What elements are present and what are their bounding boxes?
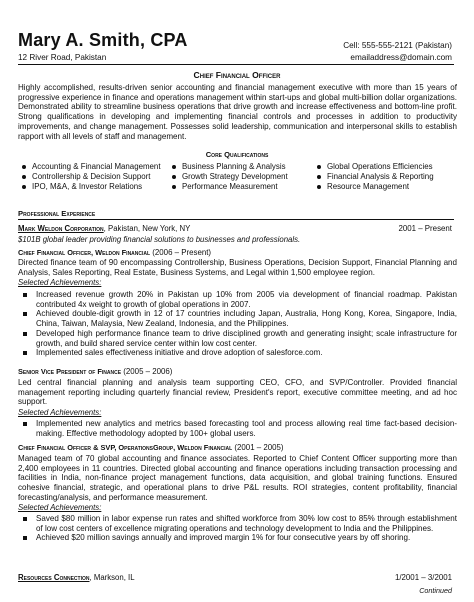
bullet-icon [172,185,176,189]
qualification-item: Global Operations Efficiencies [317,162,434,172]
qualification-item: Controllership & Decision Support [22,172,161,182]
qualification-item: Financial Analysis & Reporting [317,172,434,182]
qualification-item: Growth Strategy Development [172,172,288,182]
experience-section-title: Professional Experience [18,209,96,218]
bullet-icon [317,175,321,179]
bullet-icon [22,165,26,169]
bullet-icon [317,165,321,169]
achievement-list [18,419,457,438]
qualification-item: Performance Measurement [172,182,288,192]
bullet-icon [22,185,26,189]
position-title: Senior Vice President of Finance (2005 – 2006) [18,367,173,376]
phone: Cell: 555-555-2121 (Pakistan) [343,41,452,50]
selected-achievements-label: Selected Achievements: [18,408,102,417]
achievement-item: Implemented new analytics and metrics based forecasting tool and process allowing real time fact-based decision-making. Effective methodology adopted by 100+ global users. [18,419,457,438]
email: emailaddress@domain.com [350,53,452,62]
achievement-list [18,514,457,543]
qualifications-column-2 [172,162,288,192]
achievement-list [18,290,457,358]
qualification-item: IPO, M&A, & Investor Relations [22,182,161,192]
address: 12 River Road, Pakistan [18,53,107,62]
achievement-item: Achieved $20 million savings annually and improved margin 1% for four consecutive years by off shoring. [18,533,457,543]
company-name: Mark Weldon Corporation [18,224,104,233]
selected-achievements-label: Selected Achievements: [18,503,102,512]
employer-line [18,573,135,582]
position-description: Directed finance team of 90 encompassing Controllership, Business Operations, Decision Support, Financial Planning and Analysis, Sales Reporting, Real Estate, Business Systems, and Legal within 1,500 employee region. [18,258,457,277]
selected-achievements-label: Selected Achievements: [18,278,102,287]
company-tagline: $101B global leader providing financial solutions to businesses and professionals. [18,235,301,244]
bullet-icon [22,175,26,179]
qualifications-column-1 [22,162,161,192]
section-divider [18,219,454,220]
company-name: Resources Connection [18,573,90,582]
qualification-item: Accounting & Financial Management [22,162,161,172]
header-divider [18,64,454,65]
company-location: , Markson, IL [89,573,135,582]
target-role-title: Chief Financial Officer [193,70,281,80]
summary-paragraph: Highly accomplished, results-driven senior accounting and financial management executive with more than 15 years of progressive experience in finance and operations management within start-ups and global multi-billion dollar organizations. Demonstrated ability to streamline business operations that drive growth and increase effectiveness and bottom-line profit. Strong qualifications in developing and implementing financial controls and processes in addition to productivity improvements, and change management. Possesses solid leadership, communication and interpersonal skills to establish rapport with all levels of staff and management. [18,83,457,141]
achievement-item: Achieved double-digit growth in 12 of 17 countries including Japan, Australia, Hong Kong, Korea, Singapore, India, China, Taiwan, Malaysia, New Zealand, Indonesia, and the Philippines. [18,309,457,328]
position-title: Chief Financial Officer & SVP, OperationsGroup, Weldon Financial (2001 – 2005) [18,443,284,452]
employer-line [18,224,190,233]
achievement-item: Increased revenue growth 20% in Pakistan up 10% from 2005 via development of financial roadmap. Pakistan contributed 4x weight to growth of global operations in 2007. [18,290,457,309]
position-description: Managed team of 70 global accounting and finance associates. Reported to Chief Content Officer supporting more than 2,400 employees in 11 countries. Directed global accounting and finance operations including transaction processing and facilities in India, non-finance project management functions, data acquisition, and global training functions. Ensured cohesive financial, strategic, and operational plans to drive P&L results. ROI strategies, content profitability, financial forecasting/analysis, and performance measurement. [18,454,457,502]
company-location: , Pakistan, New York, NY [103,224,191,233]
achievement-item: Implemented sales effectiveness initiative and drove adoption of salesforce.com. [18,348,457,358]
qualification-item: Business Planning & Analysis [172,162,288,172]
qualifications-column-3 [317,162,434,192]
bullet-icon [172,165,176,169]
employment-dates: 1/2001 – 3/2001 [394,573,452,582]
employment-dates: 2001 – Present [398,224,452,233]
core-qualifications-title: Core Qualifications [205,150,269,159]
position-description: Led central financial planning and analysis team supporting CEO, CFO, and SVP/Controller. Provided financial management reporting including quarterly financial review, President's report, executive committee meeting, and ad hoc support. [18,378,457,407]
qualification-item: Resource Management [317,182,434,192]
achievement-item: Developed high performance finance team to drive disciplined growth and generating insight; scale infrastructure for growth, and build shared service center within low cost center. [18,329,457,348]
continued-note: Continued [419,586,452,595]
bullet-icon [317,185,321,189]
achievement-item: Saved $80 million in labor expense run rates and shifted workforce from 30% low cost to 85% through establishment of low cost centers of excellence migrating operations and technology development to India and the Philippines. [18,514,457,533]
candidate-name: Mary A. Smith, CPA [18,30,188,50]
position-title: Chief Financial Officer, Weldon Financial (2006 – Present) [18,248,212,257]
bullet-icon [172,175,176,179]
